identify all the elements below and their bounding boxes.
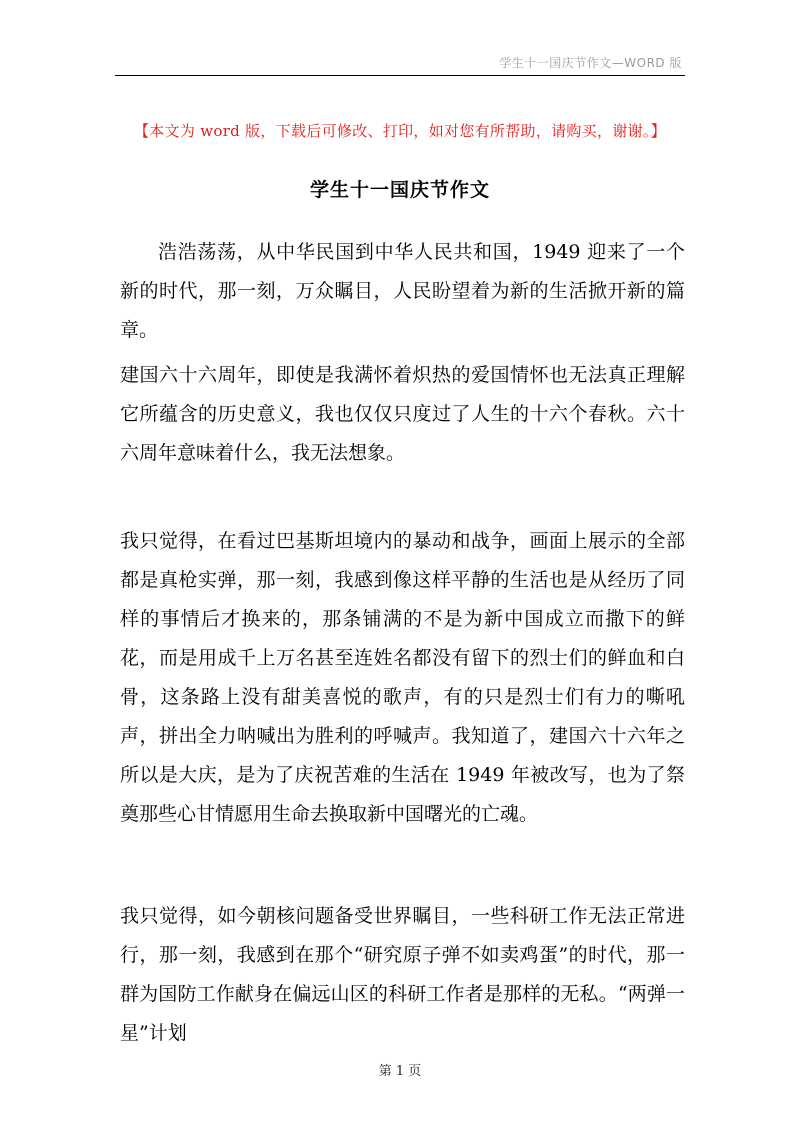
page-number: 第 1 页 xyxy=(378,1064,422,1079)
paragraph-4: 我只觉得，如今朝核问题备受世界瞩目，一些科研工作无法正常进行，那一刻，我感到在那个“研究原子弹不如卖鸡蛋”的时代，那一群为国防工作献身在偏远山区的科研工作者是那样的无私。“两弹一星”计划 xyxy=(120,905,685,1044)
paragraph-3: 我只觉得，在看过巴基斯坦境内的暴动和战争，画面上展示的全部都是真枪实弹，那一刻，我感到像这样平静的生活也是从经历了同样的事情后才换来的，那条铺满的不是为新中国成立而撒下的鲜花，而是用成千上万名甚至连姓名都没有留下的烈士们的鲜血和白骨，这条路上没有甜美喜悦的歌声，有的只是烈士们有力的嘶吼声，拼出全力呐喊出为胜利的呼喊声。我知道了，建国六十六年之所以是大庆，是为了庆祝苦难的生活在 1949 年被改写，也为了祭奠那些心甘情愿用生命去换取新中国曙光的亡魂。 xyxy=(120,530,685,825)
download-notice: 【本文为 word 版，下载后可修改、打印，如对您有所帮助，请购买，谢谢。】 xyxy=(133,122,667,140)
running-header: 学生十一国庆节作文—WORD 版 xyxy=(499,56,682,70)
header-divider xyxy=(115,75,685,76)
paragraph-1: 浩浩荡荡，从中华民国到中华人民共和国，1949 迎来了一个新的时代，那一刻，万众瞩目，人民盼望着为新的生活掀开新的篇章。 xyxy=(120,241,685,341)
paragraph-2: 建国六十六周年，即使是我满怀着炽热的爱国情怀也无法真正理解它所蕴含的历史意义，我也仅仅只度过了人生的十六个春秋。六十六周年意味着什么，我无法想象。 xyxy=(120,364,685,464)
document-title: 学生十一国庆节作文 xyxy=(309,179,490,201)
